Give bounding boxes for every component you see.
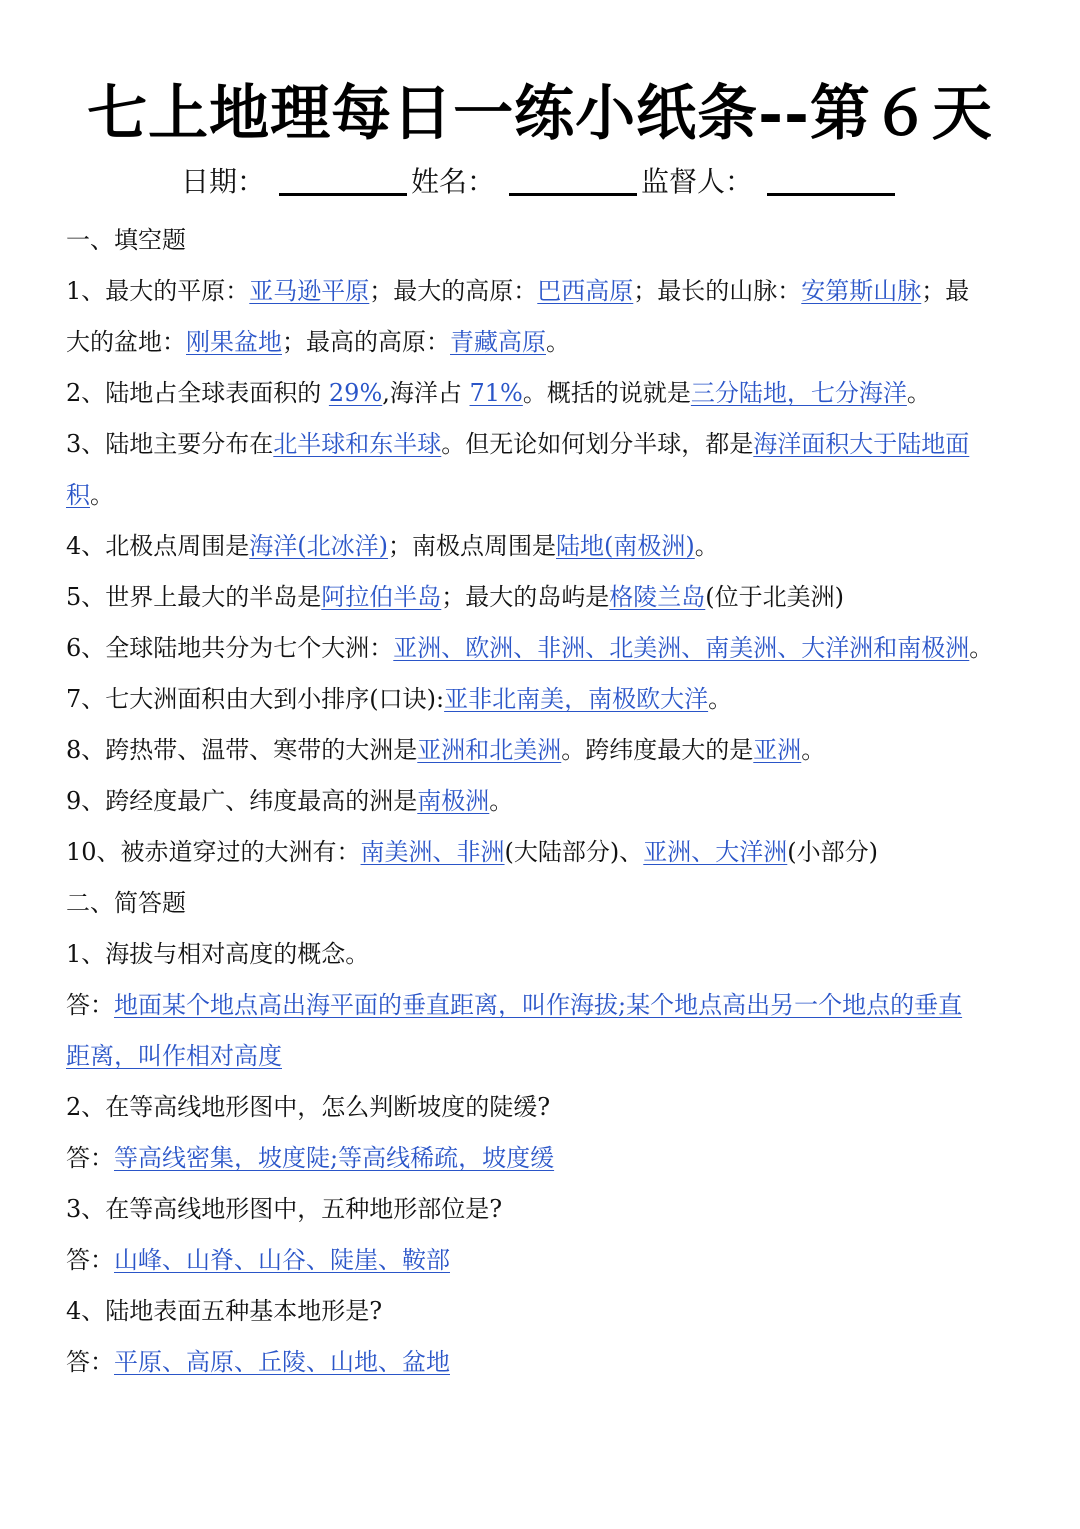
answer-text: 刚果盆地 (186, 328, 282, 356)
question-3-line-2 (66, 470, 1021, 521)
answer-text: 南美洲、非洲 (360, 838, 505, 866)
question-2 (66, 368, 1021, 419)
answer-prefix: 答： (66, 991, 114, 1019)
question-text: 。概括的说就是 (522, 379, 691, 407)
question-text: 6、全球陆地共分为七个大洲： (66, 634, 394, 662)
question-7 (66, 674, 1021, 725)
date-label: 日期： (180, 165, 265, 198)
date-blank[interactable] (279, 165, 407, 196)
question-5 (66, 572, 1021, 623)
question-3-line-1 (66, 419, 1021, 470)
question-text: (位于北美洲) (705, 583, 845, 611)
answer-text: 积 (66, 481, 90, 509)
question-text: 大的盆地： (66, 328, 186, 356)
question-9 (66, 776, 1021, 827)
question-8 (66, 725, 1021, 776)
question-1-line-1 (66, 266, 1021, 317)
question-text: ；南极点周围是 (388, 532, 557, 560)
question-text: 。 (489, 787, 514, 815)
answer-text: 亚马逊平原 (249, 277, 370, 305)
answer-prefix: 答： (66, 1348, 114, 1376)
question-text: 7、七大洲面积由大到小排序(口诀): (66, 685, 445, 713)
short-answer-3 (66, 1235, 1021, 1286)
question-text: 。 (694, 532, 719, 560)
section-heading-fill-in: 一、填空题 (66, 226, 186, 254)
question-text: ；最长的山脉： (633, 277, 802, 305)
name-field (411, 160, 641, 204)
answer-text: 北半球和东半球 (273, 430, 442, 458)
question-text: ,海洋占 (382, 379, 470, 407)
answer-text: 平原、高原、丘陵、山地、盆地 (114, 1348, 450, 1376)
header-fields (0, 160, 1080, 204)
answer-prefix: 答： (66, 1246, 114, 1274)
supervisor-blank[interactable] (767, 165, 895, 196)
answer-text: 亚非北南美，南极欧大洋 (444, 685, 709, 713)
short-question-3: 3、在等高线地形图中，五种地形部位是? (66, 1195, 503, 1223)
question-text: 。 (969, 634, 994, 662)
question-text: 10、被赤道穿过的大洲有： (66, 838, 361, 866)
answer-prefix: 答： (66, 1144, 114, 1172)
answer-text: 阿拉伯半岛 (321, 583, 442, 611)
answer-text: 陆地(南极洲) (556, 532, 695, 560)
answer-text: 海洋(北冰洋) (249, 532, 389, 560)
answer-text: 亚洲和北美洲 (417, 736, 562, 764)
answer-text: 青藏高原 (450, 328, 546, 356)
short-question-1: 1、海拔与相对高度的概念。 (66, 940, 370, 968)
question-text: 。跨纬度最大的是 (561, 736, 754, 764)
question-text: 9、跨经度最广、纬度最高的洲是 (66, 787, 418, 815)
question-text: 。 (90, 481, 114, 509)
question-10 (66, 827, 1021, 878)
question-6 (66, 623, 1021, 674)
question-text: ；最大的岛屿是 (441, 583, 610, 611)
answer-text: 海洋面积大于陆地面 (753, 430, 970, 458)
answer-text: 亚洲 (753, 736, 802, 764)
short-answer-1-line-2 (66, 1031, 1021, 1082)
worksheet-content (66, 215, 1021, 1388)
question-text: 。 (801, 736, 826, 764)
supervisor-field (641, 160, 899, 204)
answer-text: 三分陆地，七分海洋 (690, 379, 907, 407)
question-text: 1、最大的平原： (66, 277, 250, 305)
answer-text: 等高线密集，坡度陡;等高线稀疏，坡度缓 (114, 1144, 555, 1172)
question-text: ；最高的高原： (282, 328, 450, 356)
question-text: ；最 (921, 277, 970, 305)
answer-text: 山峰、山脊、山谷、陡崖、鞍部 (114, 1246, 450, 1274)
question-text: 2、陆地占全球表面积的 (66, 379, 329, 407)
name-label: 姓名： (410, 165, 495, 198)
question-text: (小部分) (787, 838, 879, 866)
question-text: 5、世界上最大的半岛是 (66, 583, 322, 611)
short-answer-1-line-1 (66, 980, 1021, 1031)
section-heading-short-answer: 二、简答题 (66, 889, 186, 917)
question-text: 。 (546, 328, 570, 356)
question-text: 4、北极点周围是 (66, 532, 250, 560)
name-blank[interactable] (509, 165, 637, 196)
short-question-4: 4、陆地表面五种基本地形是? (66, 1297, 383, 1325)
answer-text: 距离，叫作相对高度 (66, 1042, 282, 1070)
answer-text: 29% (328, 379, 383, 407)
answer-text: 亚洲、欧洲、非洲、北美洲、南美洲、大洋洲和南极洲 (393, 634, 970, 662)
page-title: 七上地理每日一练小纸条--第６天 (87, 79, 993, 149)
answer-text: 安第斯山脉 (801, 277, 922, 305)
question-text: 8、跨热带、温带、寒带的大洲是 (66, 736, 418, 764)
answer-text: 南极洲 (417, 787, 490, 815)
answer-text: 71% (469, 379, 523, 407)
question-text: 。但无论如何划分半球，都是 (441, 430, 754, 458)
short-answer-2 (66, 1133, 1021, 1184)
question-text: 3、陆地主要分布在 (66, 430, 274, 458)
answer-text: 巴西高原 (537, 277, 634, 305)
answer-text: 亚洲、大洋洲 (643, 838, 788, 866)
question-text: 。 (906, 379, 931, 407)
question-1-line-2 (66, 317, 1021, 368)
short-answer-4 (66, 1337, 1021, 1388)
question-text: ；最大的高原： (369, 277, 538, 305)
date-field (181, 160, 411, 204)
supervisor-label: 监督人： (641, 165, 754, 198)
short-question-2: 2、在等高线地形图中，怎么判断坡度的陡缓? (66, 1093, 551, 1121)
question-text: (大陆部分)、 (504, 838, 644, 866)
question-text: 。 (708, 685, 733, 713)
question-4 (66, 521, 1021, 572)
answer-text: 格陵兰岛 (609, 583, 706, 611)
answer-text: 地面某个地点高出海平面的垂直距离，叫作海拔;某个地点高出另一个地点的垂直 (114, 991, 963, 1019)
